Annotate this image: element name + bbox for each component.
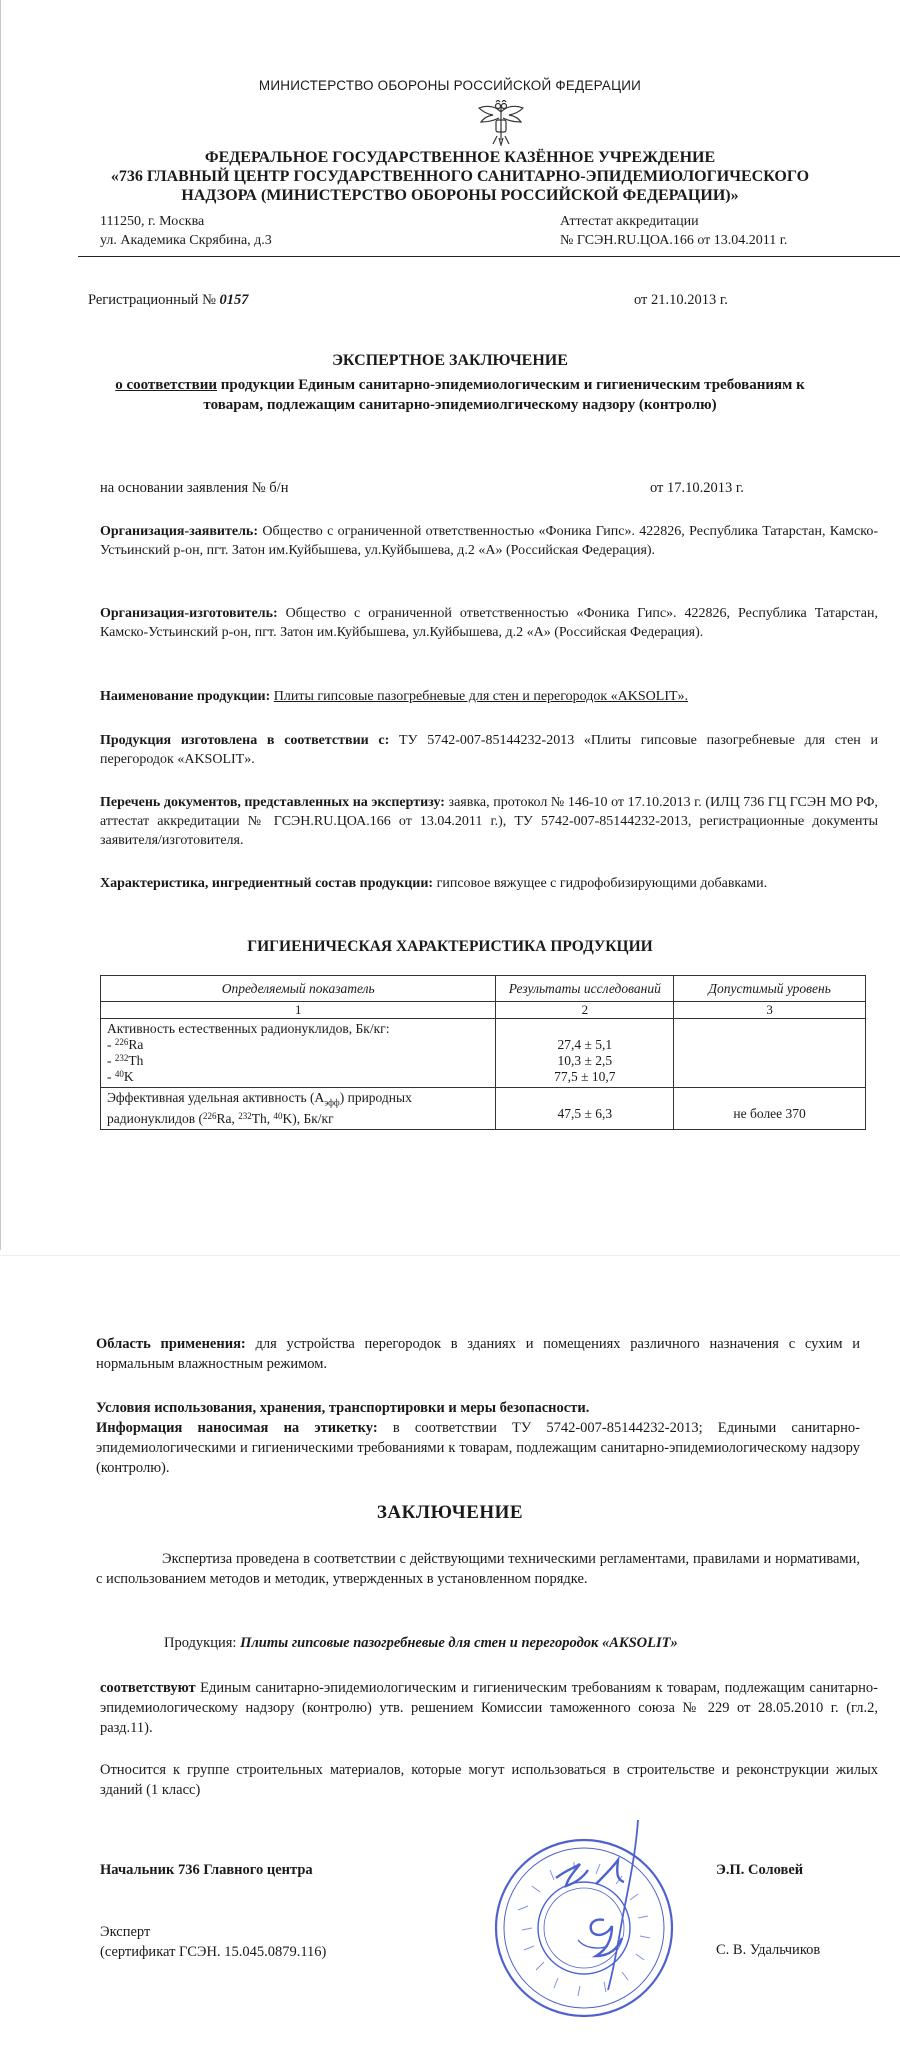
labeling-text: в соответствии ТУ 5742-007-85144232-2013; Едиными санитарно-эпидемиологическими и гигиеническими требованиями к товарам, подлежащим санитарно-эпидемиологическому надзору (контролю). [96,1420,860,1476]
hygiene-table [100,975,866,1130]
result-value: 10,3 ± 2,5 [557,1053,613,1068]
product-name-label: Наименование продукции: [100,689,271,704]
documents-label: Перечень документов, представленных на экспертизу: [100,795,445,810]
limit-cell [674,1088,866,1130]
accreditation-info [560,212,787,250]
compliance-statement [100,1678,878,1738]
manufacturer-section [100,604,878,642]
mass-number: 232 [114,1053,129,1063]
indicator-cell [101,1088,496,1130]
application-text: для устройства перегородок в зданиях и помещениях различного назначения с сухим и нормальным влажностным режимом. [96,1336,860,1372]
column-number: 1 [101,1002,496,1019]
basis-date: от 17.10.2013 г. [650,480,744,496]
label-part: Эффективная удельная активность (А [107,1090,325,1105]
result-cell [496,1088,674,1130]
institution-line: ФЕДЕРАЛЬНОЕ ГОСУДАРСТВЕННОЕ КАЗЁННОЕ УЧРЕЖДЕНИЕ [204,149,716,166]
institution-name [60,148,860,205]
documents-section [100,793,878,850]
application-section [96,1334,860,1374]
institution-line: «736 ГЛАВНЫЙ ЦЕНТР ГОСУДАРСТВЕННОГО САНИТАРНО-ЭПИДЕМИОЛОГИЧЕСКОГО [110,168,810,185]
application-label: Область применения: [96,1336,246,1352]
conclusion-intro: Экспертиза проведена в соответствии с действующими техническими регламентами, правилами и нормативами, с использованием методов и методик, утвержденных в установленном порядке. [96,1551,860,1587]
institution-address [100,212,272,250]
scan-edge [0,0,1,1250]
official-stamp-icon [488,1820,688,2030]
result-cell [496,1019,674,1088]
mass-number: 40 [114,1069,124,1079]
product-name-section [100,687,878,706]
nuclide-symbol: K [123,1069,134,1084]
header-divider [78,256,900,257]
label-part: K), Бк/кг [282,1110,334,1126]
product-name: Плиты гипсовые пазогребневые для стен и перегородок «AKSOLIT» [240,1635,678,1651]
product-label: Продукция: [164,1635,241,1651]
hygiene-title: ГИГИЕНИЧЕСКАЯ ХАРАКТЕРИСТИКА ПРОДУКЦИИ [247,938,653,955]
labeling-label: Информация наносимая на этикетку: [96,1420,378,1436]
result-value: 77,5 ± 10,7 [554,1069,616,1084]
expert-certificate: (сертификат ГСЭН. 15.045.0879.116) [100,1944,327,1960]
conclusion-product [164,1635,678,1652]
subtitle-text: продукции Единым санитарно-эпидемиологическим и гигиеническим требованиям к товарам, подлежащим санитарно-эпидемиолгическому надзору (контролю) [203,377,805,413]
document-subtitle [110,375,810,415]
complies-label: соответствуют [100,1680,196,1696]
expert-name: С. В. Удальчиков [716,1942,821,1958]
nuclide-prefix: - [107,1037,115,1052]
conditions-label: Условия использования, хранения, транспортировки и меры безопасности. [96,1400,590,1416]
product-name-text: Плиты гипсовые пазогребневые для стен и перегородок «AKSOLIT». [273,689,689,704]
table-row [101,1019,866,1088]
label-part: Th, [251,1110,274,1126]
mass-number: 226 [114,1037,129,1047]
nuclide-prefix: - [107,1053,115,1068]
composition-label: Характеристика, ингредиентный состав продукции: [100,876,434,891]
label-part: радионуклидов ( [107,1110,203,1126]
building-group: Относится к группе строительных материалов, которые могут использоваться в строительстве и реконструкции жилых зданий (1 класс) [100,1762,878,1798]
nuclide-ra [107,1037,489,1053]
complies-text: Единым санитарно-эпидемиологическим и гигиеническим требованиям к товарам, подлежащим санитарно-эпидемиологическому надзору (контролю) утв. решением Комиссии таможенного союза № 229 от 28.05.2010 г. (гл.2, разд.11). [100,1680,878,1736]
expert-block [100,1922,326,1962]
effective-activity-line2 [107,1111,489,1127]
labeling-section [96,1418,860,1478]
nuclide-symbol: Th [128,1053,144,1068]
column-number: 3 [674,1002,866,1019]
indicator-cell [101,1019,496,1088]
mass-number: 226 [202,1110,217,1121]
head-role: Начальник 736 Главного центра [100,1862,313,1878]
page-seam [0,1255,900,1256]
standard-text: ТУ 5742-007-85144232-2013 «Плиты гипсовые пазогребневые для стен и перегородок «AKSOLIT». [100,733,879,767]
limit-value: не более 370 [733,1106,806,1121]
accreditation-number: № ГСЭН.RU.ЦОА.166 от 13.04.2011 г. [560,233,788,248]
subtitle-underlined: о соответствии [115,377,218,393]
table-row [101,1088,866,1130]
eagle-emblem-icon [475,100,527,146]
ministry-title: МИНИСТЕРСТВО ОБОРОНЫ РОССИЙСКОЙ ФЕДЕРАЦИИ [258,78,642,93]
conclusion-title: ЗАКЛЮЧЕНИЕ [376,1502,524,1523]
document-title: ЭКСПЕРТНОЕ ЗАКЛЮЧЕНИЕ [332,352,568,369]
column-header: Допустимый уровень [674,976,866,1002]
manufacturer-label: Организация-изготовитель: [100,606,278,621]
subscript: эфф [324,1097,340,1108]
composition-section [100,874,878,893]
conditions-section [96,1398,860,1418]
nuclide-k [107,1069,489,1085]
basis-statement: на основании заявления № б/н [100,480,289,496]
label-part: Ra, [216,1110,239,1126]
head-name: Э.П. Соловей [716,1862,804,1878]
address-line: ул. Академика Скрябина, д.3 [100,233,272,248]
registration-number [88,292,249,309]
indicator-label: Активность естественных радионуклидов, Бк/кг: [107,1021,390,1036]
column-number-row [101,1002,866,1019]
expert-label: Эксперт [100,1924,151,1940]
column-header: Определяемый показатель [101,976,496,1002]
registration-value: 0157 [219,292,249,308]
column-header: Результаты исследований [496,976,674,1002]
result-value: 27,4 ± 5,1 [557,1037,613,1052]
label-part: ) природных [339,1090,412,1105]
mass-number: 40 [273,1110,283,1121]
manufacturer-text: Общество с ограниченной ответственностью «Фоника Гипс». 422826, Республика Татарстан, Камско-Устьинский р-он, пгт. Затон им.Куйбышева, ул.Куйбышева, д.2 «А» (Российская Федерация). [100,606,878,640]
nuclide-prefix: - [107,1069,115,1084]
result-value: 47,5 ± 6,3 [557,1106,613,1121]
documents-text: заявка, протокол № 146-10 от 17.10.2013 г. (ИЛЦ 736 ГЦ ГСЭН МО РФ, аттестат аккредитации № ГСЭН.RU.ЦОА.166 от 13.04.2011 г.), ТУ 5742-007-85144232-2013, регистрационные документы заявителя/изготовителя. [100,795,878,848]
registration-label: Регистрационный № [88,292,216,308]
table-header-row [101,976,866,1002]
applicant-label: Организация-заявитель: [100,524,258,539]
nuclide-th [107,1053,489,1069]
accreditation-label: Аттестат аккредитации [560,214,699,229]
address-line: 111250, г. Москва [100,214,205,229]
effective-activity-line1 [107,1090,489,1111]
nuclide-symbol: Ra [128,1037,144,1052]
composition-text: гипсовое вяжущее с гидрофобизирующими добавками. [433,876,768,891]
applicant-section [100,522,878,560]
standard-section [100,731,878,769]
column-number: 2 [496,1002,674,1019]
applicant-text: Общество с ограниченной ответственностью «Фоника Гипс». 422826, Республика Татарстан, Камско-Устьинский р-он, пгт. Затон им.Куйбышева, ул.Куйбышева, д.2 «А» (Российская Федерация). [100,524,878,558]
limit-cell [674,1019,866,1088]
institution-line: НАДЗОРА (МИНИСТЕРСТВО ОБОРОНЫ РОССИЙСКОЙ ФЕДЕРАЦИИ)» [181,187,739,204]
standard-label: Продукция изготовлена в соответствии с: [100,733,390,748]
mass-number: 232 [238,1110,252,1121]
registration-date: от 21.10.2013 г. [634,292,728,308]
